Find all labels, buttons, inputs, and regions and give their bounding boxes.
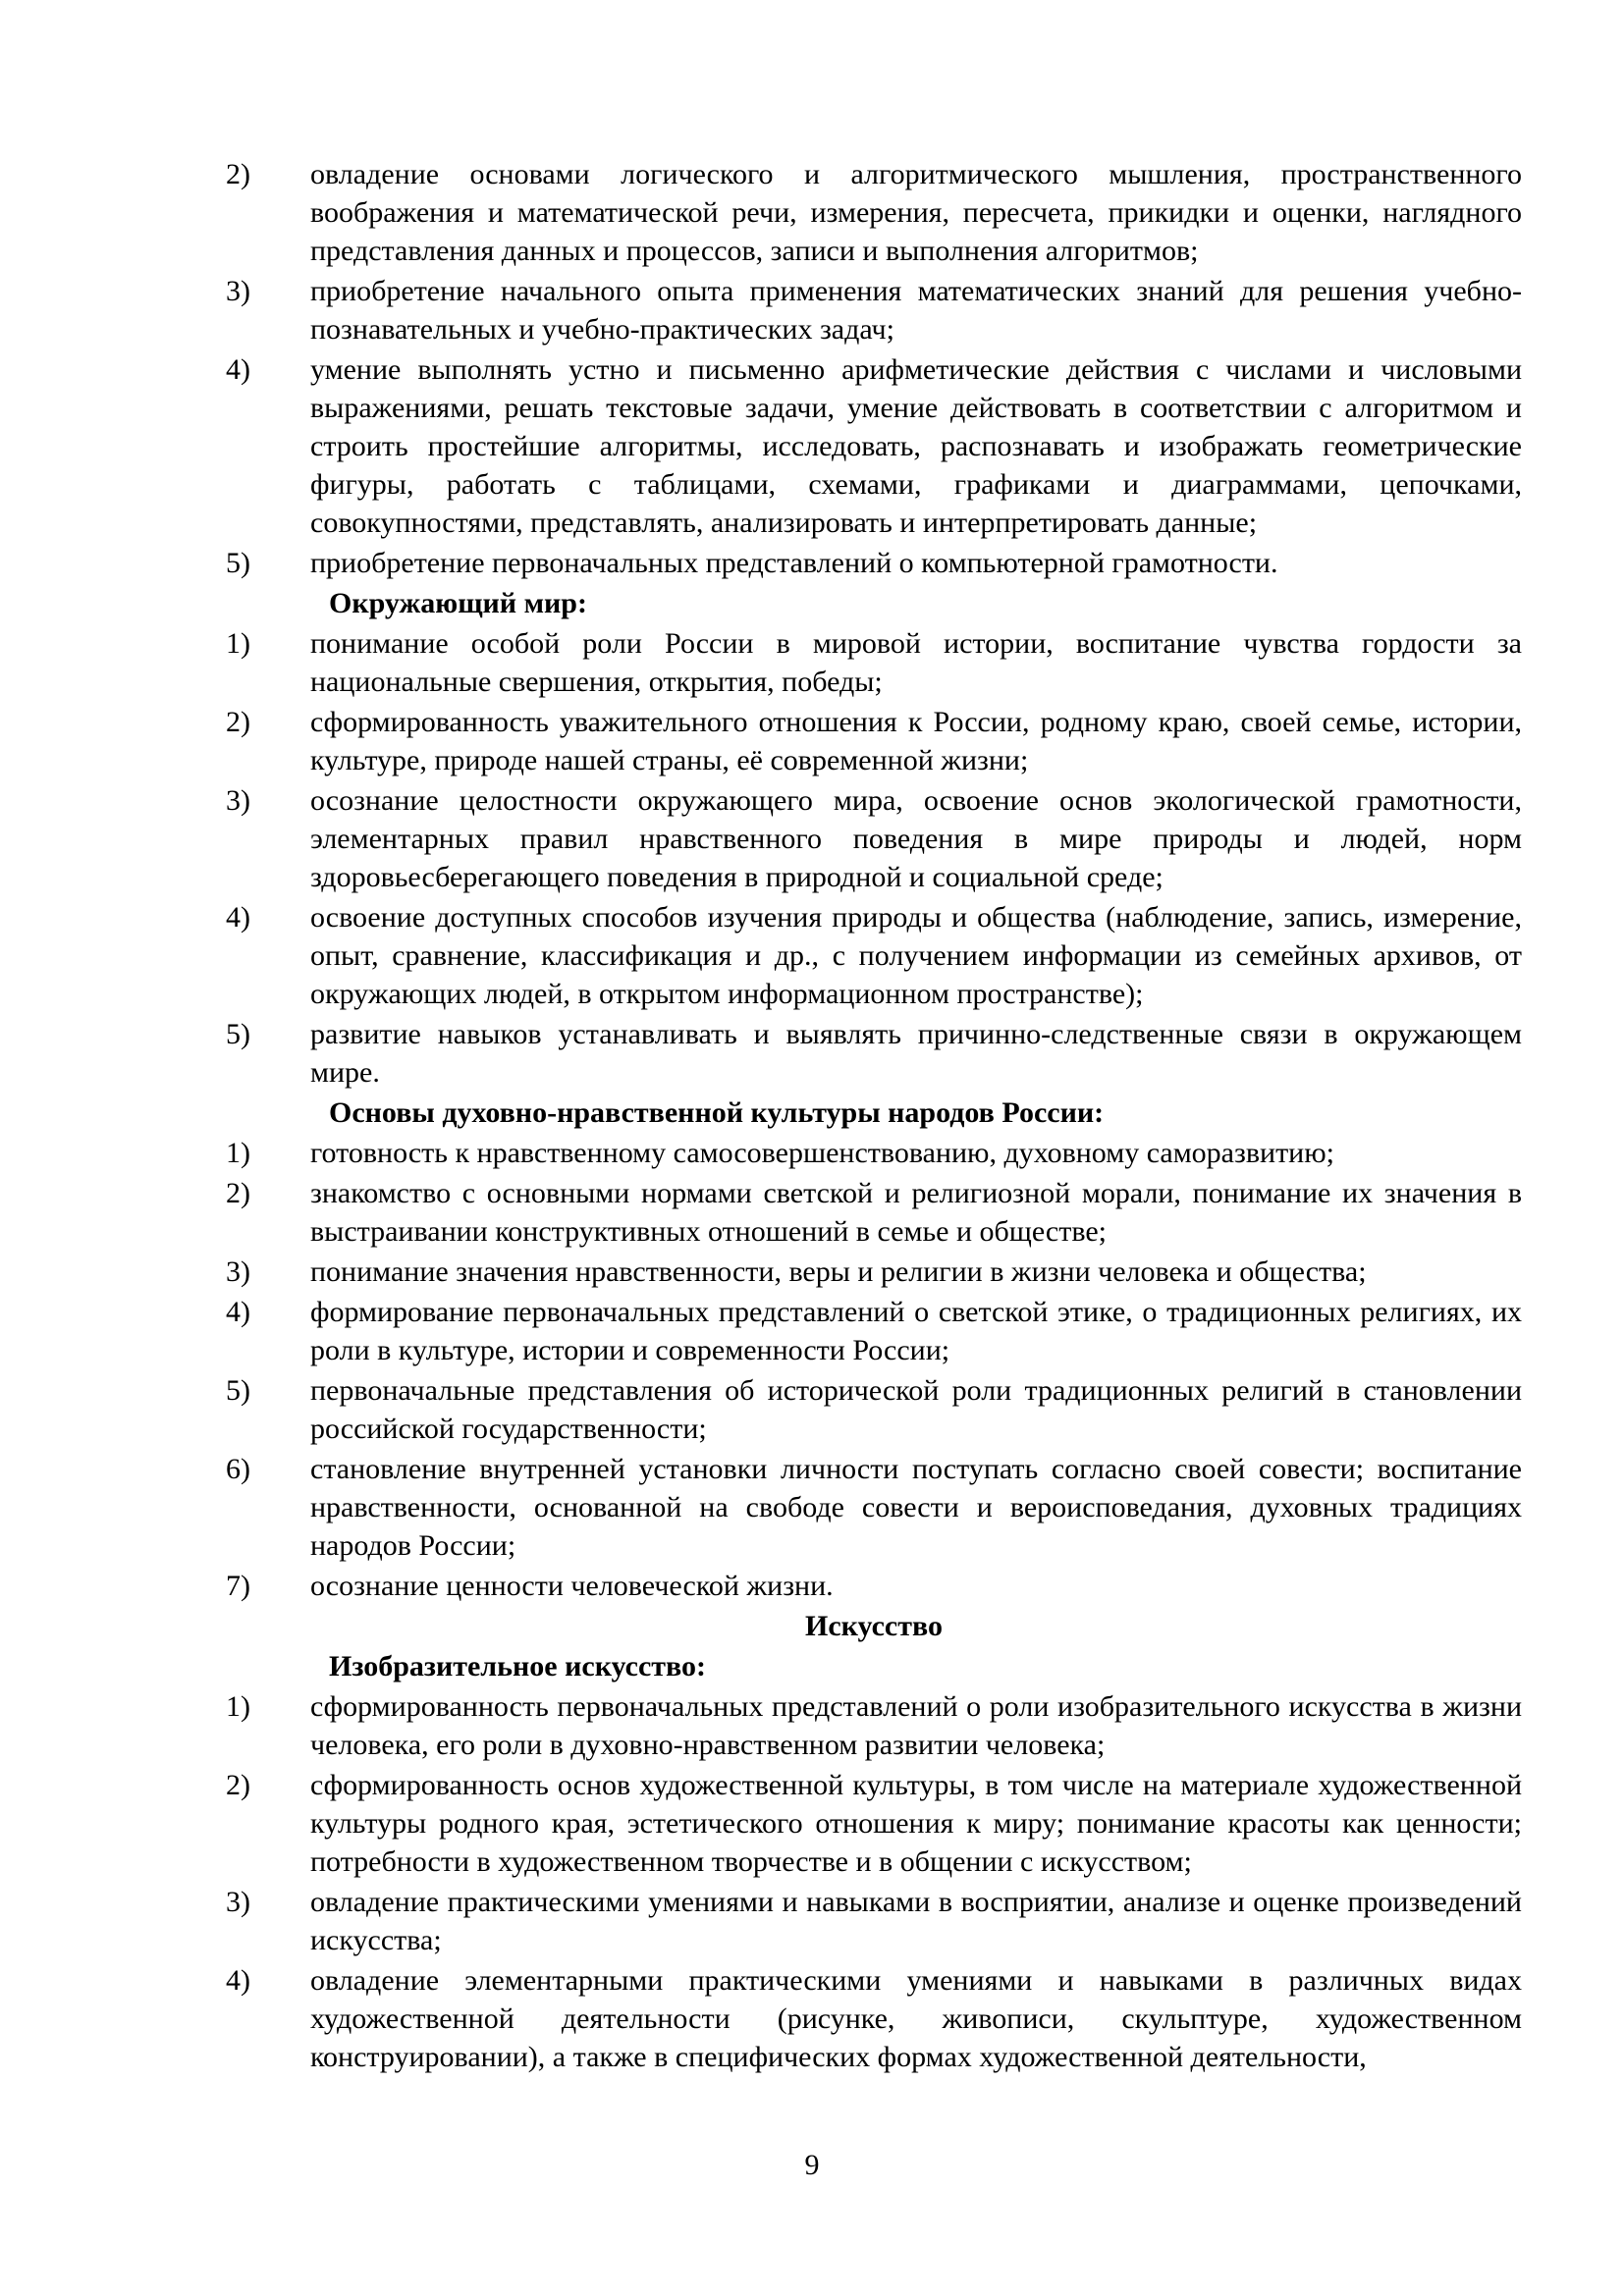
list-number: 5)	[226, 547, 250, 579]
list-item	[226, 624, 1522, 701]
list-item	[226, 898, 1522, 1013]
page-content	[226, 155, 1522, 2078]
list-item	[226, 1961, 1522, 2076]
list-item	[226, 1134, 1522, 1172]
list-number: 3)	[226, 784, 250, 817]
list-item	[226, 155, 1522, 270]
list-item	[226, 781, 1522, 896]
list-number: 4)	[226, 353, 250, 386]
list-number: 2)	[226, 1769, 250, 1801]
list-text: готовность к нравственному самосовершенствованию, духовному саморазвитию;	[310, 1137, 1334, 1169]
section-heading-fine-art: Изобразительное искусство:	[329, 1650, 706, 1682]
section-heading-world: Окружающий мир:	[329, 587, 587, 619]
list-text: овладение основами логического и алгоритмического мышления, пространственного воображения и математической речи, измерения, пересчета, прикидки и оценки, наглядного представления данных и процессов, записи и выполнения алгоритмов;	[310, 158, 1522, 267]
list-number: 4)	[226, 901, 250, 934]
list-number: 1)	[226, 1690, 250, 1723]
list-text: знакомство с основными нормами светской и религиозной морали, понимание их значения в выстраивании конструктивных отношений в семье и обществе;	[310, 1177, 1522, 1248]
list-item	[226, 1883, 1522, 1959]
list-item	[226, 544, 1522, 582]
section-heading-art: Искусство	[805, 1610, 943, 1642]
list-item	[226, 1293, 1522, 1369]
list-number: 5)	[226, 1374, 250, 1407]
list-item	[226, 1687, 1522, 1764]
list-text: формирование первоначальных представлений о светской этике, о традиционных религиях, их роли в культуре, истории и современности России;	[310, 1296, 1522, 1366]
list-text: сформированность первоначальных представлений о роли изобразительного искусства в жизни человека, его роли в духовно-нравственном развитии человека;	[310, 1690, 1522, 1761]
list-number: 1)	[226, 1137, 250, 1169]
list-text: становление внутренней установки личности поступать согласно своей совести; воспитание нравственности, основанной на свободе совести и вероисповедания, духовных традициях народов России;	[310, 1453, 1522, 1562]
list-number: 6)	[226, 1453, 250, 1485]
list-number: 7)	[226, 1570, 250, 1602]
list-text: осознание целостности окружающего мира, освоение основ экологической грамотности, элементарных правил нравственного поведения в мире природы и людей, норм здоровьесберегающего поведения в природной и социальной среде;	[310, 784, 1522, 893]
list-number: 4)	[226, 1964, 250, 1997]
list-text: осознание ценности человеческой жизни.	[310, 1570, 834, 1602]
list-number: 2)	[226, 706, 250, 738]
list-text: понимание особой роли России в мировой истории, воспитание чувства гордости за национальные свершения, открытия, победы;	[310, 627, 1522, 698]
list-number: 3)	[226, 1255, 250, 1288]
list-text: сформированность основ художественной культуры, в том числе на материале художественной культуры родного края, эстетического отношения к миру; понимание красоты как ценности; потребности в художественном творчестве и в общении с искусством;	[310, 1769, 1522, 1878]
list-text: умение выполнять устно и письменно арифметические действия с числами и числовыми выражениями, решать текстовые задачи, умение действовать в соответствии с алгоритмом и строить простейшие алгоритмы, исследовать, распознавать и изображать геометрические фигуры, работать с таблицами, схемами, графиками и диаграммами, цепочками, совокупностями, представлять, анализировать и интерпретировать данные;	[310, 353, 1522, 539]
list-number: 2)	[226, 1177, 250, 1209]
list-text: приобретение начального опыта применения математических знаний для решения учебно-познавательных и учебно-практических задач;	[310, 275, 1522, 346]
list-item	[226, 703, 1522, 779]
list-text: приобретение первоначальных представлений о компьютерной грамотности.	[310, 547, 1278, 579]
list-text: сформированность уважительного отношения к России, родному краю, своей семье, истории, культуре, природе нашей страны, её современной жизни;	[310, 706, 1522, 776]
list-number: 2)	[226, 158, 250, 190]
list-number: 5)	[226, 1018, 250, 1050]
list-text: овладение практическими умениями и навыками в восприятии, анализе и оценке произведений искусства;	[310, 1886, 1522, 1956]
list-item	[226, 1567, 1522, 1605]
section-heading-ethics: Основы духовно-нравственной культуры народов России:	[329, 1096, 1105, 1129]
list-number: 3)	[226, 275, 250, 307]
list-text: овладение элементарными практическими умениями и навыками в различных видах художественной деятельности (рисунке, живописи, скульптуре, художественном конструировании), а также в специфических формах художественной деятельности,	[310, 1964, 1522, 2073]
list-item	[226, 1371, 1522, 1448]
list-item	[226, 1450, 1522, 1565]
list-item	[226, 1174, 1522, 1251]
list-number: 1)	[226, 627, 250, 660]
list-number: 3)	[226, 1886, 250, 1918]
list-item	[226, 1253, 1522, 1291]
list-item	[226, 272, 1522, 348]
list-item	[226, 1015, 1522, 1092]
list-item	[226, 1766, 1522, 1881]
list-text: освоение доступных способов изучения природы и общества (наблюдение, запись, измерение, опыт, сравнение, классификация и др., с получением информации из семейных архивов, от окружающих людей, в открытом информационном пространстве);	[310, 901, 1522, 1010]
page-number: 9	[804, 2149, 820, 2181]
list-text: первоначальные представления об исторической роли традиционных религий в становлении российской государственности;	[310, 1374, 1522, 1445]
list-text: развитие навыков устанавливать и выявлять причинно-следственные связи в окружающем мире.	[310, 1018, 1522, 1089]
list-item	[226, 350, 1522, 542]
list-text: понимание значения нравственности, веры и религии в жизни человека и общества;	[310, 1255, 1367, 1288]
list-number: 4)	[226, 1296, 250, 1328]
